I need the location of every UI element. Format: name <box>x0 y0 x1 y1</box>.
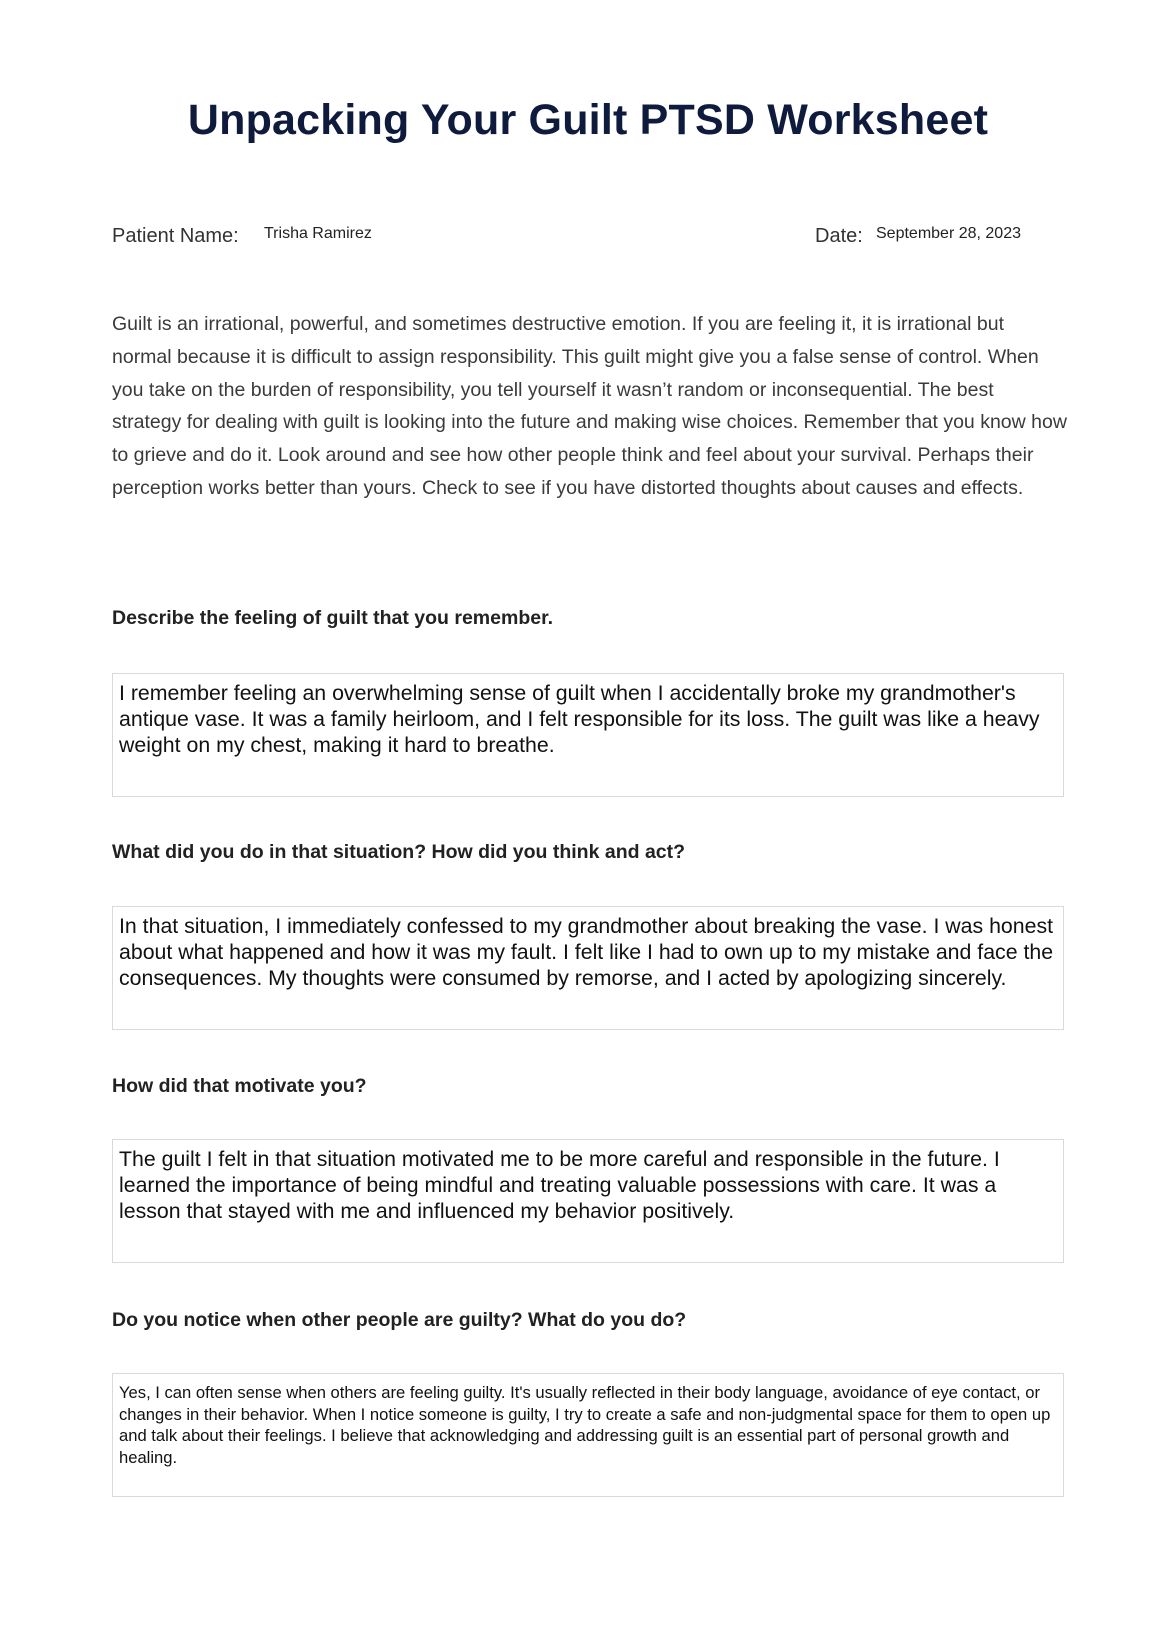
question-1: Describe the feeling of guilt that you remember. <box>112 607 554 629</box>
patient-name-value[interactable]: Trisha Ramirez <box>264 225 372 242</box>
intro-paragraph: Guilt is an irrational, powerful, and sometimes destructive emotion. If you are feeling it, it is irrational but normal because it is difficult to assign responsibility. This guilt might give you a false sense of control. When you take on the burden of responsibility, you tell yourself it wasn’t random or inconsequential. The best strategy for dealing with guilt is looking into the future and making wise choices. Remember that you know how to grieve and do it. Look around and see how other people think and feel about your survival. Perhaps their perception works better than yours. Check to see if you have distorted thoughts about causes and effects. <box>112 313 1067 499</box>
date-value[interactable]: September 28, 2023 <box>876 225 1021 242</box>
page-title: Unpacking Your Guilt PTSD Worksheet <box>187 96 989 144</box>
patient-name-label: Patient Name: <box>112 225 239 247</box>
question-2: What did you do in that situation? How did you think and act? <box>112 841 686 863</box>
question-3: How did that motivate you? <box>112 1075 367 1097</box>
answer-box-4[interactable]: Yes, I can often sense when others are feeling guilty. It's usually reflected in their body language, avoidance of eye contact, or changes in their behavior. When I notice someone is guilty, I try to create a safe and non-judgmental space for them to open up and talk about their feelings. I believe that acknowledging and addressing guilt is an essential part of personal growth and healing. <box>112 1373 1064 1497</box>
answer-box-3[interactable]: The guilt I felt in that situation motivated me to be more careful and responsible in the future. I learned the importance of being mindful and treating valuable possessions with care. It was a lesson that stayed with me and influenced my behavior positively. <box>112 1139 1064 1263</box>
question-4: Do you notice when other people are guilty? What do you do? <box>112 1309 687 1331</box>
answer-box-2[interactable]: In that situation, I immediately confessed to my grandmother about breaking the vase. I was honest about what happened and how it was my fault. I felt like I had to own up to my mistake and face the consequences. My thoughts were consumed by remorse, and I acted by apologizing sincerely. <box>112 906 1064 1030</box>
answer-box-1[interactable]: I remember feeling an overwhelming sense of guilt when I accidentally broke my grandmother's antique vase. It was a family heirloom, and I felt responsible for its loss. The guilt was like a heavy weight on my chest, making it hard to breathe. <box>112 673 1064 797</box>
date-label: Date: <box>815 225 863 247</box>
